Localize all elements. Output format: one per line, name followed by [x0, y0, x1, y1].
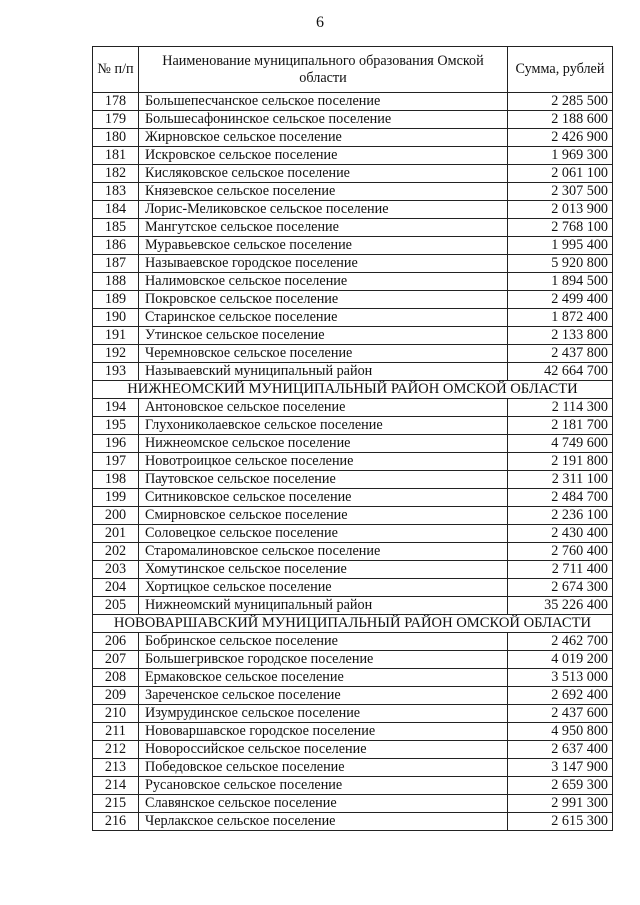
table-header [93, 47, 613, 93]
table-row [93, 201, 613, 219]
row-number: 196 [93, 435, 139, 453]
row-name: Нововаршавское городское поселение [139, 723, 508, 741]
row-sum: 1 995 400 [508, 237, 613, 255]
row-number: 213 [93, 759, 139, 777]
row-number: 210 [93, 705, 139, 723]
row-sum: 2 674 300 [508, 579, 613, 597]
table-row [93, 723, 613, 741]
row-sum: 2 615 300 [508, 813, 613, 831]
row-number: 211 [93, 723, 139, 741]
row-name: Большегривское городское поселение [139, 651, 508, 669]
row-sum: 35 226 400 [508, 597, 613, 615]
row-sum: 42 664 700 [508, 363, 613, 381]
row-name: Изумрудинское сельское поселение [139, 705, 508, 723]
row-name: Русановское сельское поселение [139, 777, 508, 795]
row-number: 180 [93, 129, 139, 147]
row-number: 207 [93, 651, 139, 669]
row-sum: 2 637 400 [508, 741, 613, 759]
row-name: Хортицкое сельское поселение [139, 579, 508, 597]
row-name: Кисляковское сельское поселение [139, 165, 508, 183]
table-row [93, 309, 613, 327]
row-sum: 2 768 100 [508, 219, 613, 237]
section-row [93, 381, 613, 399]
row-name: Новотроицкое сельское поселение [139, 453, 508, 471]
row-name: Бобринское сельское поселение [139, 633, 508, 651]
row-name: Налимовское сельское поселение [139, 273, 508, 291]
row-number: 201 [93, 525, 139, 543]
row-sum: 2 311 100 [508, 471, 613, 489]
table-row [93, 291, 613, 309]
table-body [93, 93, 613, 831]
row-name: Смирновское сельское поселение [139, 507, 508, 525]
row-number: 193 [93, 363, 139, 381]
table-row [93, 651, 613, 669]
row-sum: 4 950 800 [508, 723, 613, 741]
row-sum: 2 188 600 [508, 111, 613, 129]
table-row [93, 399, 613, 417]
header-sum: Сумма, рублей [508, 47, 613, 93]
row-sum: 2 061 100 [508, 165, 613, 183]
row-number: 182 [93, 165, 139, 183]
row-name: Князевское сельское поселение [139, 183, 508, 201]
row-number: 188 [93, 273, 139, 291]
row-name: Покровское сельское поселение [139, 291, 508, 309]
table-row [93, 237, 613, 255]
row-number: 186 [93, 237, 139, 255]
allocation-table [92, 46, 613, 831]
row-sum: 5 920 800 [508, 255, 613, 273]
row-number: 216 [93, 813, 139, 831]
row-sum: 2 191 800 [508, 453, 613, 471]
header-number: № п/п [93, 47, 139, 93]
row-sum: 2 760 400 [508, 543, 613, 561]
row-name: Ситниковское сельское поселение [139, 489, 508, 507]
table-row [93, 741, 613, 759]
row-sum: 2 437 800 [508, 345, 613, 363]
row-sum: 2 659 300 [508, 777, 613, 795]
row-name: Искровское сельское поселение [139, 147, 508, 165]
row-name: Лорис-Меликовское сельское поселение [139, 201, 508, 219]
row-number: 181 [93, 147, 139, 165]
row-name: Нижнеомский муниципальный район [139, 597, 508, 615]
row-number: 206 [93, 633, 139, 651]
page-number: 6 [316, 14, 324, 31]
row-name: Паутовское сельское поселение [139, 471, 508, 489]
row-name: Победовское сельское поселение [139, 759, 508, 777]
row-sum: 1 894 500 [508, 273, 613, 291]
row-sum: 2 181 700 [508, 417, 613, 435]
row-number: 203 [93, 561, 139, 579]
table-row [93, 597, 613, 615]
table-row [93, 687, 613, 705]
row-number: 215 [93, 795, 139, 813]
row-name: Жирновское сельское поселение [139, 129, 508, 147]
row-number: 189 [93, 291, 139, 309]
row-sum: 1 872 400 [508, 309, 613, 327]
row-sum: 2 133 800 [508, 327, 613, 345]
row-sum: 2 462 700 [508, 633, 613, 651]
row-name: Соловецкое сельское поселение [139, 525, 508, 543]
row-number: 214 [93, 777, 139, 795]
table-row [93, 471, 613, 489]
row-sum: 3 147 900 [508, 759, 613, 777]
table-row [93, 183, 613, 201]
row-number: 192 [93, 345, 139, 363]
row-name: Большепесчанское сельское поселение [139, 93, 508, 111]
table-row [93, 165, 613, 183]
row-name: Нижнеомское сельское поселение [139, 435, 508, 453]
row-name: Большесафонинское сельское поселение [139, 111, 508, 129]
table-row [93, 561, 613, 579]
table-row [93, 525, 613, 543]
row-name: Старомалиновское сельское поселение [139, 543, 508, 561]
row-number: 200 [93, 507, 139, 525]
row-sum: 2 307 500 [508, 183, 613, 201]
row-number: 187 [93, 255, 139, 273]
table-row [93, 219, 613, 237]
section-title: НОВОВАРШАВСКИЙ МУНИЦИПАЛЬНЫЙ РАЙОН ОМСКОЙ ОБЛАСТИ [93, 615, 613, 633]
header-name: Наименование муниципального образования Омской области [139, 47, 508, 93]
row-sum: 2 285 500 [508, 93, 613, 111]
table-row [93, 111, 613, 129]
row-number: 178 [93, 93, 139, 111]
row-number: 202 [93, 543, 139, 561]
row-sum: 2 437 600 [508, 705, 613, 723]
row-number: 195 [93, 417, 139, 435]
row-sum: 2 013 900 [508, 201, 613, 219]
table-row [93, 813, 613, 831]
row-number: 208 [93, 669, 139, 687]
table-row [93, 453, 613, 471]
table-row [93, 669, 613, 687]
row-number: 205 [93, 597, 139, 615]
table-row [93, 129, 613, 147]
row-sum: 2 692 400 [508, 687, 613, 705]
section-row [93, 615, 613, 633]
row-sum: 1 969 300 [508, 147, 613, 165]
row-name: Черемновское сельское поселение [139, 345, 508, 363]
table-row [93, 489, 613, 507]
row-name: Мангутское сельское поселение [139, 219, 508, 237]
table-row [93, 795, 613, 813]
table-row [93, 633, 613, 651]
table-row [93, 435, 613, 453]
table-row [93, 363, 613, 381]
row-name: Хомутинское сельское поселение [139, 561, 508, 579]
table-row [93, 273, 613, 291]
row-number: 209 [93, 687, 139, 705]
row-sum: 2 991 300 [508, 795, 613, 813]
row-sum: 2 484 700 [508, 489, 613, 507]
row-sum: 2 114 300 [508, 399, 613, 417]
row-number: 179 [93, 111, 139, 129]
row-sum: 2 236 100 [508, 507, 613, 525]
table-row [93, 417, 613, 435]
row-name: Черлакское сельское поселение [139, 813, 508, 831]
section-title: НИЖНЕОМСКИЙ МУНИЦИПАЛЬНЫЙ РАЙОН ОМСКОЙ ОБЛАСТИ [93, 381, 613, 399]
row-name: Славянское сельское поселение [139, 795, 508, 813]
row-number: 190 [93, 309, 139, 327]
row-name: Зареченское сельское поселение [139, 687, 508, 705]
row-sum: 2 499 400 [508, 291, 613, 309]
row-name: Ермаковское сельское поселение [139, 669, 508, 687]
table-row [93, 543, 613, 561]
table-row [93, 255, 613, 273]
row-name: Муравьевское сельское поселение [139, 237, 508, 255]
row-sum: 3 513 000 [508, 669, 613, 687]
row-number: 183 [93, 183, 139, 201]
row-number: 197 [93, 453, 139, 471]
row-number: 184 [93, 201, 139, 219]
row-sum: 2 426 900 [508, 129, 613, 147]
table-row [93, 93, 613, 111]
table-row [93, 345, 613, 363]
row-number: 212 [93, 741, 139, 759]
table-row [93, 759, 613, 777]
row-name: Глухониколаевское сельское поселение [139, 417, 508, 435]
header-row [93, 47, 613, 93]
row-number: 194 [93, 399, 139, 417]
row-sum: 4 749 600 [508, 435, 613, 453]
row-name: Называевский муниципальный район [139, 363, 508, 381]
row-sum: 2 711 400 [508, 561, 613, 579]
row-name: Новороссийское сельское поселение [139, 741, 508, 759]
row-name: Утинское сельское поселение [139, 327, 508, 345]
row-number: 198 [93, 471, 139, 489]
row-number: 191 [93, 327, 139, 345]
table-row [93, 327, 613, 345]
row-sum: 4 019 200 [508, 651, 613, 669]
row-sum: 2 430 400 [508, 525, 613, 543]
table-row [93, 777, 613, 795]
table-row [93, 579, 613, 597]
table-row [93, 705, 613, 723]
row-name: Антоновское сельское поселение [139, 399, 508, 417]
table-row [93, 507, 613, 525]
row-number: 204 [93, 579, 139, 597]
row-number: 185 [93, 219, 139, 237]
row-name: Называевское городское поселение [139, 255, 508, 273]
table-row [93, 147, 613, 165]
row-name: Старинское сельское поселение [139, 309, 508, 327]
row-number: 199 [93, 489, 139, 507]
